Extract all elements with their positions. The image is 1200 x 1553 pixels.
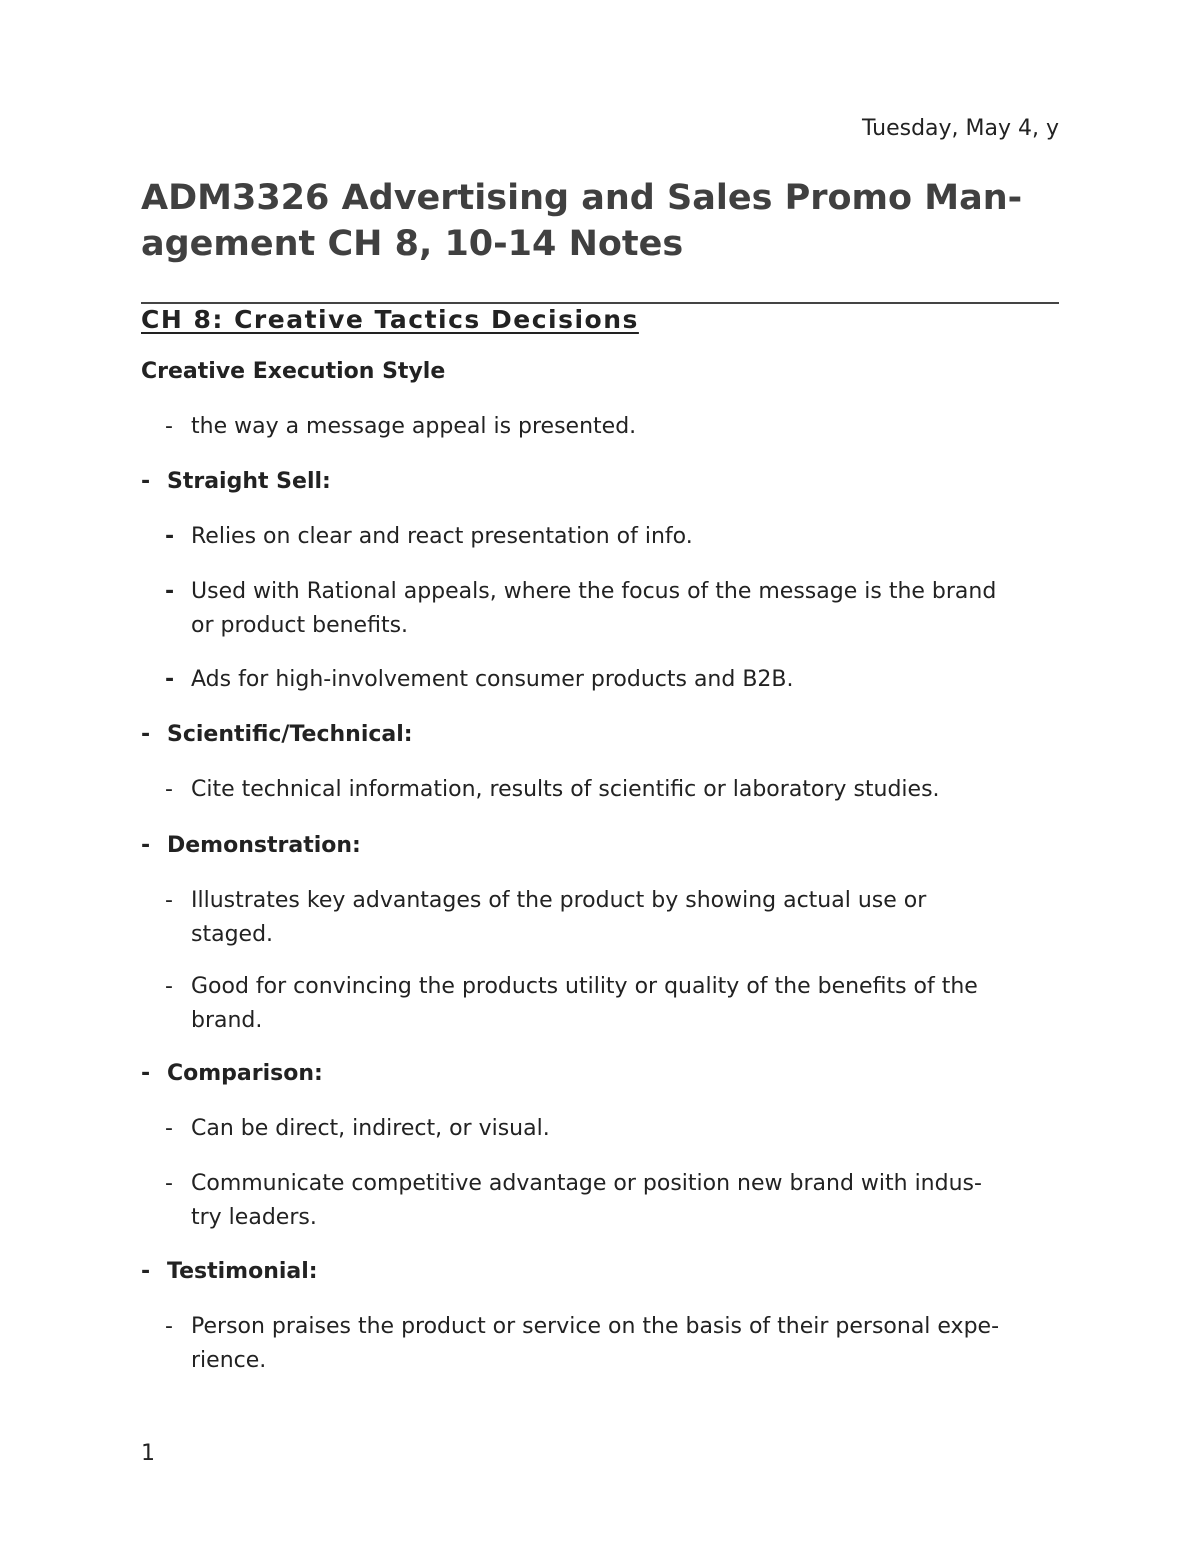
list-item-text: Communicate competitive advantage or position new brand with indus- xyxy=(191,1171,982,1196)
bullet-dash: - xyxy=(141,469,151,494)
list-item xyxy=(165,1112,1065,1146)
list-item xyxy=(165,520,1065,554)
list-item xyxy=(165,884,1065,952)
style-heading-straight-sell xyxy=(141,465,331,499)
list-item-text-continued: brand. xyxy=(191,1008,263,1033)
bullet-dash: - xyxy=(141,1061,151,1086)
style-heading-scientific-technical xyxy=(141,718,413,752)
bullet-dash: - xyxy=(141,722,151,747)
style-name: Testimonial: xyxy=(167,1259,318,1284)
title-divider xyxy=(141,302,1059,304)
list-item-text: Relies on clear and react presentation of info. xyxy=(191,524,693,549)
bullet-dash: - xyxy=(165,888,173,913)
style-name: Comparison: xyxy=(167,1061,323,1086)
bullet-dash: - xyxy=(165,414,173,439)
bullet-dash: - xyxy=(165,667,175,692)
list-item-text-continued: try leaders. xyxy=(191,1205,317,1230)
bullet-dash: - xyxy=(165,579,175,604)
style-heading-demonstration xyxy=(141,829,361,863)
title-line-2: agement CH 8, 10-14 Notes xyxy=(141,224,684,264)
list-item-text-continued: or product benefits. xyxy=(191,613,409,638)
list-item xyxy=(165,663,1065,697)
bullet-dash: - xyxy=(165,524,175,549)
list-item-text: Used with Rational appeals, where the focus of the message is the brand xyxy=(191,579,997,604)
bullet-dash: - xyxy=(165,1314,173,1339)
section-heading: Creative Execution Style xyxy=(141,359,446,384)
date-header: Tuesday, May 4, y xyxy=(862,116,1059,141)
chapter-heading: CH 8: Creative Tactics Decisions xyxy=(141,305,639,334)
bullet-dash: - xyxy=(141,833,151,858)
style-heading-testimonial xyxy=(141,1255,318,1289)
bullet-dash: - xyxy=(165,777,173,802)
list-item-text: Person praises the product or service on the basis of their personal expe- xyxy=(191,1314,1000,1339)
list-item-text: Cite technical information, results of scientific or laboratory studies. xyxy=(191,777,940,802)
style-heading-comparison xyxy=(141,1057,323,1091)
list-item-text: Good for convincing the products utility or quality of the benefits of the xyxy=(191,974,978,999)
definition-text: the way a message appeal is presented. xyxy=(191,414,637,439)
list-item-text: Can be direct, indirect, or visual. xyxy=(191,1116,550,1141)
bullet-dash: - xyxy=(141,1259,151,1284)
list-item xyxy=(165,773,1065,807)
list-item xyxy=(165,970,1065,1038)
definition-item xyxy=(165,410,1065,444)
list-item-text: Ads for high-involvement consumer products and B2B. xyxy=(191,667,794,692)
list-item-text: Illustrates key advantages of the product by showing actual use or xyxy=(191,888,927,913)
list-item xyxy=(165,1167,1065,1235)
bullet-dash: - xyxy=(165,974,173,999)
page-number: 1 xyxy=(141,1441,155,1466)
list-item xyxy=(165,1310,1065,1378)
bullet-dash: - xyxy=(165,1116,173,1141)
bullet-dash: - xyxy=(165,1171,173,1196)
style-name: Straight Sell: xyxy=(167,469,331,494)
style-name: Demonstration: xyxy=(167,833,361,858)
list-item-text-continued: staged. xyxy=(191,922,274,947)
document-title xyxy=(141,175,1059,267)
list-item xyxy=(165,575,1065,643)
style-name: Scientific/Technical: xyxy=(167,722,413,747)
title-line-1: ADM3326 Advertising and Sales Promo Man- xyxy=(141,178,1023,218)
list-item-text-continued: rience. xyxy=(191,1348,267,1373)
